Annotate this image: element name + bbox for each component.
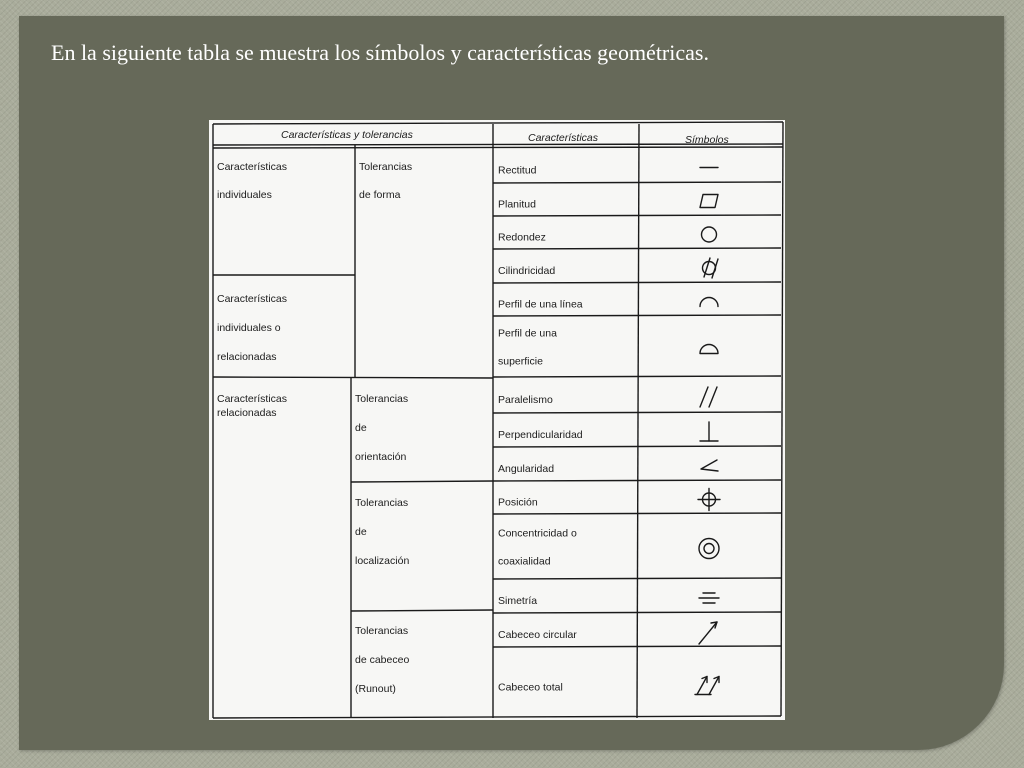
slide-title: En la siguiente tabla se muestra los símbolos y características geométricas. — [51, 40, 709, 65]
concentricity-icon — [699, 539, 719, 559]
characteristic-name: Cabeceo circular — [498, 629, 577, 641]
characteristic-name: Simetría — [498, 595, 538, 607]
tolerance-group-label: de — [355, 526, 367, 538]
characteristic-name: Cilindricidad — [498, 265, 556, 277]
angularity-icon — [701, 460, 718, 471]
characteristic-name: Perfil de una — [498, 327, 557, 340]
tolerance-group-label: Tolerancias — [359, 161, 413, 173]
perpendicularity-icon — [700, 422, 718, 441]
characteristic-name: Perpendicularidad — [498, 429, 583, 441]
category-label: Características — [217, 161, 288, 173]
line-profile-icon — [700, 298, 718, 307]
position-icon — [698, 489, 720, 511]
tolerance-group-label: localización — [355, 555, 410, 567]
tolerance-group-label: de cabeceo — [355, 654, 410, 666]
slide — [19, 16, 1004, 750]
tolerance-group-column — [355, 161, 412, 695]
characteristic-name: Concentricidad o — [498, 527, 577, 540]
tolerance-group-label: Tolerancias — [355, 625, 409, 637]
tolerance-group-label: de — [355, 422, 367, 434]
tolerance-group-label: Tolerancias — [355, 393, 409, 405]
category-label: Características — [217, 393, 288, 405]
header-symbol: Símbolos — [685, 134, 729, 146]
characteristic-column — [498, 165, 583, 694]
category-label: relacionadas — [217, 407, 277, 419]
cylindricity-icon — [703, 258, 719, 278]
category-label: individuales o — [217, 322, 281, 334]
tolerance-table — [209, 120, 785, 720]
characteristic-name: Paralelismo — [498, 394, 553, 406]
characteristic-name: Redondez — [498, 231, 546, 244]
symmetry-icon — [699, 593, 719, 603]
category-label: relacionadas — [217, 351, 277, 363]
parallelism-icon — [700, 387, 717, 407]
characteristic-name: Posición — [498, 496, 538, 509]
circular-runout-icon — [699, 622, 717, 644]
category-label: individuales — [217, 189, 272, 201]
category-label: Características — [217, 293, 288, 305]
flatness-icon — [700, 195, 718, 208]
characteristic-name: coaxialidad — [498, 555, 551, 568]
symbol-column — [695, 168, 720, 695]
characteristic-name: Planitud — [498, 198, 536, 211]
tolerance-table-graphic — [209, 120, 785, 720]
tolerance-group-label: orientación — [355, 451, 407, 463]
category-column — [217, 161, 287, 419]
characteristic-name: superficie — [498, 355, 543, 368]
circularity-icon — [702, 227, 717, 242]
characteristic-name: Perfil de una línea — [498, 298, 583, 311]
tolerance-group-label: de forma — [359, 189, 401, 201]
tolerance-group-label: Tolerancias — [355, 497, 409, 509]
characteristic-name: Rectitud — [498, 164, 537, 177]
surface-profile-icon — [700, 345, 718, 354]
tolerance-group-label: (Runout) — [355, 683, 396, 695]
header-characteristic: Características — [528, 132, 599, 144]
characteristic-name: Cabeceo total — [498, 681, 563, 694]
characteristic-name: Angularidad — [498, 463, 555, 475]
total-runout-icon — [695, 677, 719, 695]
header-group: Características y tolerancias — [281, 129, 413, 141]
